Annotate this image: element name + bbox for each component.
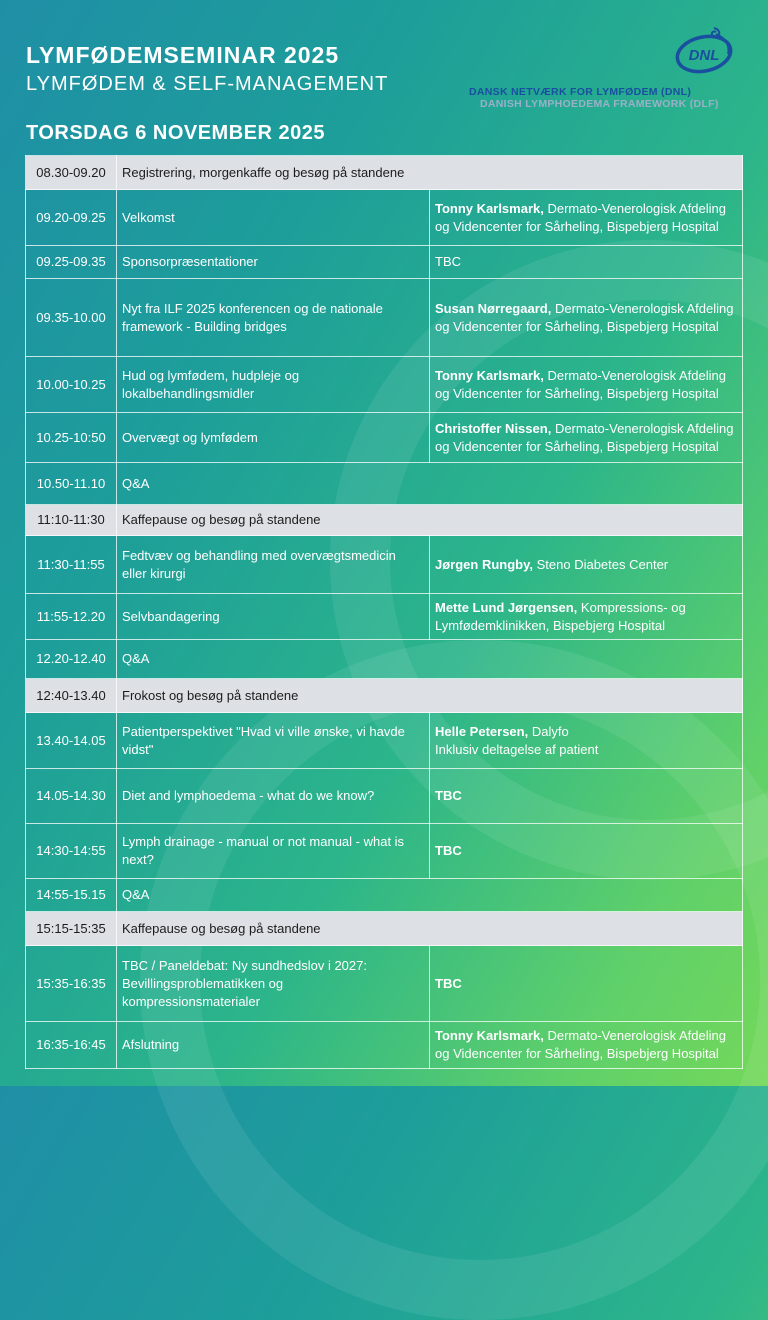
schedule-row [26,246,743,279]
page-title: LYMFØDEMSEMINAR 2025 [26,42,340,68]
schedule-topic: Kaffepause og besøg på standene [117,505,743,536]
schedule-time: 11:55-12.20 [26,594,117,640]
header [26,42,388,96]
schedule-row [26,912,743,946]
speaker-name: Christoffer Nissen, [435,420,552,436]
speaker-affiliation: Dalyfo [531,723,569,739]
schedule-row [26,505,743,536]
schedule-time: 14.05-14.30 [26,769,117,824]
schedule-speaker-cell [430,246,743,279]
schedule-speaker-cell [430,279,743,357]
schedule-table [25,155,743,1069]
schedule-row [26,357,743,413]
schedule-topic: Kaffepause og besøg på standene [117,912,743,946]
schedule-row [26,640,743,679]
speaker-name: Helle Petersen, [435,723,529,739]
schedule-speaker-cell [430,824,743,879]
schedule-speaker-cell [430,713,743,769]
schedule-time: 15:35-16:35 [26,946,117,1022]
speaker-name: Tonny Karlsmark, [435,367,544,383]
schedule-time: 11:30-11:55 [26,536,117,594]
schedule-row [26,769,743,824]
event-date: TORSDAG 6 NOVEMBER 2025 [26,122,325,144]
speaker-name: Susan Nørregaard, [435,300,552,316]
schedule-time: 13.40-14.05 [26,713,117,769]
schedule-time: 09.25-09.35 [26,246,117,279]
schedule-time: 08.30-09.20 [26,156,117,190]
speaker-affiliation: Steno Diabetes Center [536,556,669,572]
schedule-speaker-cell [430,769,743,824]
schedule-topic: Registrering, morgenkaffe og besøg på standene [117,156,743,190]
speaker-affiliation: Dermato-Venerologisk Afdeling og Videncenter for Sårheling, Bispebjerg Hospital [435,300,734,334]
schedule-row [26,594,743,640]
schedule-speaker-cell [430,413,743,463]
schedule-time: 11:10-11:30 [26,505,117,536]
speaker-name: Mette Lund Jørgensen, [435,599,578,615]
schedule-time: 14:55-15.15 [26,879,117,912]
schedule-topic: Lymph drainage - manual or not manual - what is next? [117,824,430,879]
schedule-time: 10.00-10.25 [26,357,117,413]
schedule-topic: Selvbandagering [117,594,430,640]
schedule-topic: Afslutning [117,1022,430,1069]
schedule-time: 15:15-15:35 [26,912,117,946]
schedule-speaker-cell [430,594,743,640]
speaker-affiliation: Dermato-Venerologisk Afdeling og Videncenter for Sårheling, Bispebjerg Hospital [435,367,726,401]
schedule-time: 09.35-10.00 [26,279,117,357]
speaker-affiliation: Dermato-Venerologisk Afdeling og Videncenter for Sårheling, Bispebjerg Hospital [435,200,726,234]
schedule-time: 12:40-13.40 [26,679,117,713]
schedule-row [26,463,743,505]
schedule-row [26,946,743,1022]
schedule-time: 09.20-09.25 [26,190,117,246]
page-subtitle: LYMFØDEM & SELF-MANAGEMENT [26,73,389,95]
speaker-name: TBC [435,788,462,803]
speaker-affiliation: Dermato-Venerologisk Afdeling og Videncenter for Sårheling, Bispebjerg Hospital [435,1028,726,1061]
schedule-topic: Nyt fra ILF 2025 konferencen og de nationale framework - Building bridges [117,279,430,357]
schedule-topic: Diet and lymphoedema - what do we know? [117,769,430,824]
schedule-topic: Q&A [117,463,743,505]
schedule-row [26,190,743,246]
organization-name: DANSK NETVÆRK FOR LYMFØDEM (DNL) [469,86,692,98]
schedule-topic: Q&A [117,879,743,912]
schedule-speaker-cell [430,536,743,594]
schedule-row [26,413,743,463]
schedule-topic: Fedtvæv og behandling med overvægtsmedicin eller kirurgi [117,536,430,594]
schedule-topic: Velkomst [117,190,430,246]
schedule-time: 10.25-10:50 [26,413,117,463]
schedule-topic: Hud og lymfødem, hudpleje og lokalbehandlingsmidler [117,357,430,413]
schedule-speaker-cell [430,946,743,1022]
schedule-row [26,824,743,879]
schedule-row [26,879,743,912]
schedule-time: 10.50-11.10 [26,463,117,505]
schedule-topic: Sponsorpræsentationer [117,246,430,279]
speaker-name: TBC [435,975,462,991]
schedule-speaker-cell [430,1022,743,1069]
schedule-time: 14:30-14:55 [26,824,117,879]
speaker-affiliation: TBC [435,254,461,269]
schedule-topic: Frokost og besøg på standene [117,679,743,713]
logo-text: DNL [688,47,720,64]
schedule-row [26,1022,743,1069]
speaker-name: Tonny Karlsmark, [435,200,544,216]
organization-name-english: DANISH LYMPHOEDEMA FRAMEWORK (DLF) [480,98,719,110]
schedule-row [26,679,743,713]
schedule-topic: Patientperspektivet "Hvad vi ville ønske, vi havde vidst" [117,713,430,769]
speaker-name: Jørgen Rungby, [435,556,533,572]
schedule-time: 16:35-16:45 [26,1022,117,1069]
speaker-affiliation: Kompressions- og Lymfødemklinikken, Bispebjerg Hospital [435,599,686,633]
dnl-logo [670,24,740,82]
schedule-row [26,156,743,190]
schedule-row [26,279,743,357]
schedule-time: 12.20-12.40 [26,640,117,679]
speaker-name: TBC [435,843,462,858]
speaker-name: Tonny Karlsmark, [435,1028,544,1043]
speaker-affiliation: Dermato-Venerologisk Afdeling og Videncenter for Sårheling, Bispebjerg Hospital [435,420,734,454]
schedule-topic: Overvægt og lymfødem [117,413,430,463]
schedule-row [26,713,743,769]
schedule-topic: TBC / Paneldebat: Ny sundhedslov i 2027: Bevillingsproblematikken og kompressionsmaterialer [117,946,430,1022]
schedule-row [26,536,743,594]
schedule-speaker-cell [430,357,743,413]
schedule-topic: Q&A [117,640,743,679]
schedule-speaker-cell [430,190,743,246]
speaker-note: Inklusiv deltagelse af patient [435,741,599,757]
